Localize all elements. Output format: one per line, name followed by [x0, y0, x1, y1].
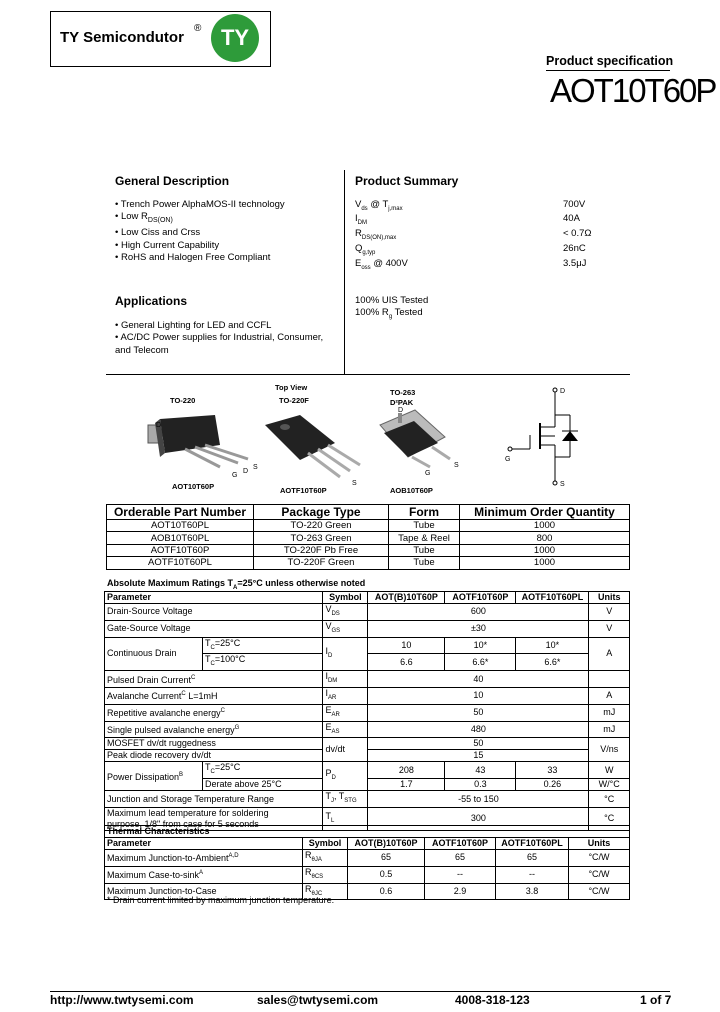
spec-underline	[546, 70, 670, 71]
to220-label: TO-220	[170, 396, 196, 405]
list-item: • AC/DC Power supplies for Industrial, Consumer,	[115, 332, 324, 344]
table-row: AOTF10T60PL TO-220F Green Tube 1000	[107, 557, 630, 569]
order-table	[106, 504, 630, 570]
summary-row: $E_{oss}$ @ 400V 3.5μJ	[355, 258, 587, 271]
table-header-row: Parameter Symbol AOT(B)10T60P AOTF10T60P AOTF10T60PL Units	[105, 838, 630, 850]
pin-d-label: D	[156, 422, 162, 429]
table-row: Maximum Junction-to-Case $R_{\theta JC}$ 0.6 2.9 3.8 °C/W	[105, 883, 630, 900]
footer-phone: 4008-318-123	[455, 993, 530, 1007]
product-summary-title: Product Summary	[355, 174, 459, 188]
applications-list	[115, 320, 340, 357]
rg-tested: 100% $R_g$ Tested	[355, 307, 423, 320]
table-title-row: Thermal Characteristics	[105, 826, 630, 838]
col-header: Orderable Part Number	[107, 505, 254, 520]
col-header: Form	[389, 505, 460, 520]
package-drawings	[140, 405, 485, 490]
d2pak-label: D²PAK	[390, 398, 414, 407]
footer-divider	[50, 991, 670, 992]
table-row: Junction and Storage Temperature Range $T_J$, $T_{STG}$ -55 to 150 °C	[105, 791, 630, 808]
list-item: • RoHS and Halogen Free Compliant	[115, 252, 271, 264]
footer-email-link[interactable]: sales@twtysemi.com	[257, 993, 379, 1007]
table-row: Pulsed Drain Current$^C$ $I_{DM}$ 40	[105, 671, 630, 688]
list-item: • General Lighting for LED and CCFL	[115, 320, 272, 331]
table-row: Repetitive avalanche energy$^C$ $E_{AR}$ 50 mJ	[105, 704, 630, 721]
abs-max-table	[104, 591, 630, 831]
to220-package-image	[148, 415, 248, 467]
pin-d-label: D	[243, 468, 249, 475]
summary-row: $R_{DS(ON),max}$ < 0.7Ω	[355, 228, 592, 241]
thermal-table	[104, 825, 630, 900]
mosfet-symbol-icon	[500, 385, 590, 490]
list-item: • High Current Capability	[115, 239, 220, 251]
table-row: AOT10T60PL TO-220 Green Tube 1000	[107, 520, 630, 532]
table-row: Power Dissipation$^B$ $T_C=25^\circ C$ $P_D$ 208 43 33 W	[105, 762, 630, 779]
general-description-title: General Description	[115, 174, 230, 188]
table-row: AOTF10T60P TO-220F Pb Free Tube 1000	[107, 544, 630, 556]
registered-mark: ®	[194, 23, 202, 34]
table-header-row: Parameter Symbol AOT(B)10T60P AOTF10T60P AOTF10T60PL Units	[105, 592, 630, 604]
list-item: • Low Ciss and Crss	[115, 227, 201, 239]
pin-d-label: D	[398, 407, 404, 414]
company-name: TY Semicondutor	[60, 29, 184, 46]
pin-g-label: G	[232, 472, 238, 479]
list-item: • Trench Power AlphaMOS-II technology	[115, 199, 285, 210]
table-row: Continuous Drain $T_C=25^\circ C$ $I_D$ 10 10* 10* A	[105, 637, 630, 654]
list-item: and Telecom	[115, 344, 169, 356]
summary-row: $V_{ds}$ @ $T_{j,max}$ 700V	[355, 199, 586, 212]
company-logo	[211, 14, 259, 62]
table-row: Maximum Junction-to-Ambient$^{A,D}$ $R_{\theta JA}$ 65 65 65 °C/W	[105, 850, 630, 867]
summary-row: $Q_{g,typ}$ 26nC	[355, 243, 586, 256]
table-header-row	[107, 505, 630, 520]
footer-url-link[interactable]: http://www.twtysemi.com	[50, 993, 194, 1007]
applications-title: Applications	[115, 294, 188, 308]
table-row: Maximum lead temperature for soldering purpose, 1/8" from case for 5 seconds $T_L$ 300 °C	[105, 807, 630, 830]
table-row: Avalanche Current$^C$ L=1mH $I_{AR}$ 10 A	[105, 687, 630, 704]
to220f-package-image	[265, 415, 360, 477]
table-row: Peak diode recovery dv/dt 15	[105, 750, 630, 762]
section-divider	[106, 374, 630, 375]
table-row: Drain-Source Voltage $V_{DS}$ 600 V	[105, 604, 630, 621]
top-view-label: Top View	[275, 383, 308, 392]
summary-row: $I_{DM}$ 40A	[355, 213, 580, 226]
uis-tested: 100% UIS Tested	[355, 295, 429, 306]
pin-s-label: S	[454, 462, 459, 469]
column-divider	[344, 170, 345, 374]
table-row: MOSFET dv/dt ruggedness dv/dt 50 V/ns	[105, 738, 630, 750]
table-row: Single pulsed avalanche energy$^G$ $E_{AS}$ 480 mJ	[105, 721, 630, 738]
to220-part-label: AOT10T60P	[172, 482, 215, 491]
table-row: Gate-Source Voltage $V_{GS}$ ±30 V	[105, 620, 630, 637]
pin-s-label: S	[352, 480, 357, 487]
to263-part-label: AOB10T60P	[390, 486, 433, 495]
list-item: • Low $R_{DS(ON)}$	[115, 211, 173, 225]
to263-label: TO-263	[390, 388, 416, 397]
logo-initials: TY	[220, 25, 250, 50]
table-row: Derate above 25°C 1.7 0.3 0.26 W/°C	[105, 779, 630, 791]
general-description-list	[115, 199, 340, 264]
product-spec-label: Product specification	[546, 54, 674, 68]
page-number: 1 of 7	[640, 993, 672, 1007]
pin-g-label: G	[425, 470, 431, 477]
to220f-part-label: AOTF10T60P	[280, 486, 327, 495]
col-header: Minimum Order Quantity	[460, 505, 630, 520]
table-row: AOB10T60PL TO-263 Green Tape & Reel 800	[107, 532, 630, 544]
table-row: $T_C=100^\circ C$ 6.6 6.6* 6.6*	[105, 654, 630, 671]
symbol-s-label: S	[560, 481, 565, 488]
part-number-title: AOT10T60P	[550, 72, 716, 109]
abs-max-title: Absolute Maximum Ratings $T_A=25^\circ C$ unless otherwise noted	[107, 578, 366, 591]
to263-package-image	[380, 410, 450, 467]
to220f-label: TO-220F	[279, 396, 309, 405]
col-header: Package Type	[254, 505, 389, 520]
pin-s-label: S	[253, 464, 258, 471]
symbol-d-label: D	[560, 388, 566, 395]
table-row: Maximum Case-to-sink$^A$ $R_{\theta CS}$ 0.5 -- -- °C/W	[105, 866, 630, 883]
thermal-note: * Drain current limited by maximum junction temperature.	[107, 895, 335, 905]
symbol-g-label: G	[505, 456, 511, 463]
